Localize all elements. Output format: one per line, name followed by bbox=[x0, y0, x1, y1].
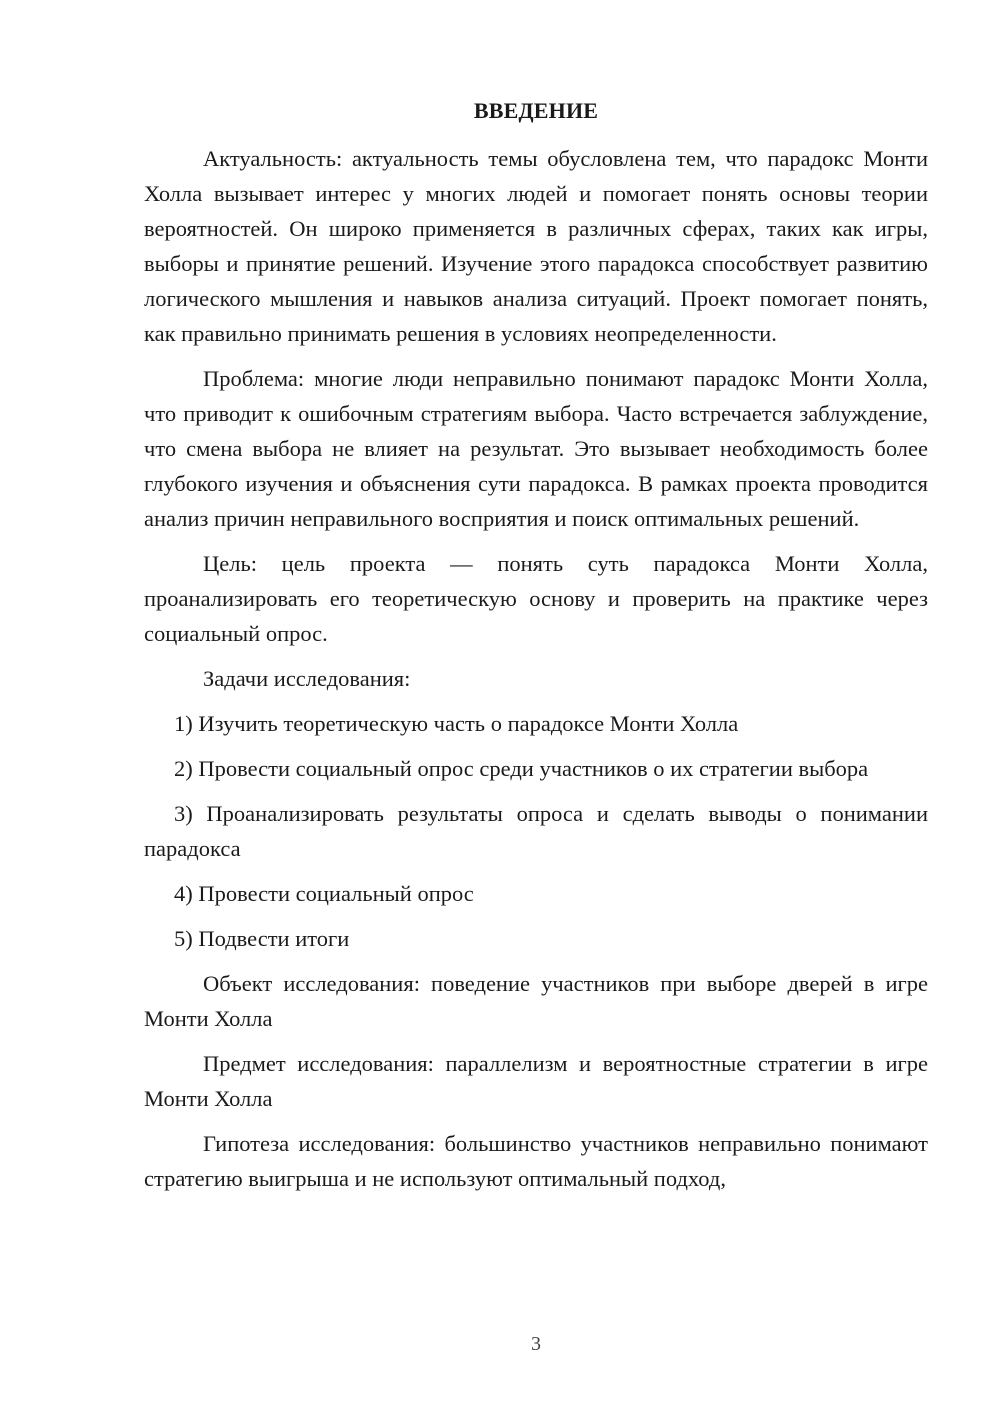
paragraph-goal: Цель: цель проекта — понять суть парадокса Монти Холла, проанализировать его теоретическую основу и проверить на практике через социальный опрос. bbox=[144, 551, 928, 646]
task-item: 4) Провести социальный опрос bbox=[174, 881, 474, 906]
paragraph-tasks-intro: Задачи исследования: bbox=[203, 666, 411, 691]
page-number: 3 bbox=[531, 1333, 541, 1355]
document-body bbox=[144, 141, 928, 1206]
paragraph-relevance: Актуальность: актуальность темы обусловлена тем, что парадокс Монти Холла вызывает интерес у многих людей и помогает понять основы теории вероятностей. Он широко применяется в различных сферах, таких как игры, выборы и принятие решений. Изучение этого парадокса способствует развитию логического мышления и навыков анализа ситуаций. Проект помогает понять, как правильно принимать решения в условиях неопределенности. bbox=[144, 146, 928, 346]
task-item: 5) Подвести итоги bbox=[174, 926, 350, 951]
task-item: 3) Проанализировать результаты опроса и сделать выводы о понимании парадокса bbox=[144, 801, 928, 861]
paragraph-subject: Предмет исследования: параллелизм и вероятностные стратегии в игре Монти Холла bbox=[144, 1051, 928, 1111]
section-heading: ВВЕДЕНИЕ bbox=[473, 98, 599, 123]
paragraph-hypothesis: Гипотеза исследования: большинство участников неправильно понимают стратегию выигрыша и не используют оптимальный подход, bbox=[144, 1131, 928, 1191]
paragraph-problem: Проблема: многие люди неправильно понимают парадокс Монти Холла, что приводит к ошибочным стратегиям выбора. Часто встречается заблуждение, что смена выбора не влияет на результат. Это вызывает необходимость более глубокого изучения и объяснения сути парадокса. В рамках проекта проводится анализ причин неправильного восприятия и поиск оптимальных решений. bbox=[144, 366, 928, 531]
paragraph-object: Объект исследования: поведение участников при выборе дверей в игре Монти Холла bbox=[144, 971, 928, 1031]
task-item: 1) Изучить теоретическую часть о парадоксе Монти Холла bbox=[174, 711, 739, 736]
task-item: 2) Провести социальный опрос среди участников о их стратегии выбора bbox=[174, 756, 869, 781]
